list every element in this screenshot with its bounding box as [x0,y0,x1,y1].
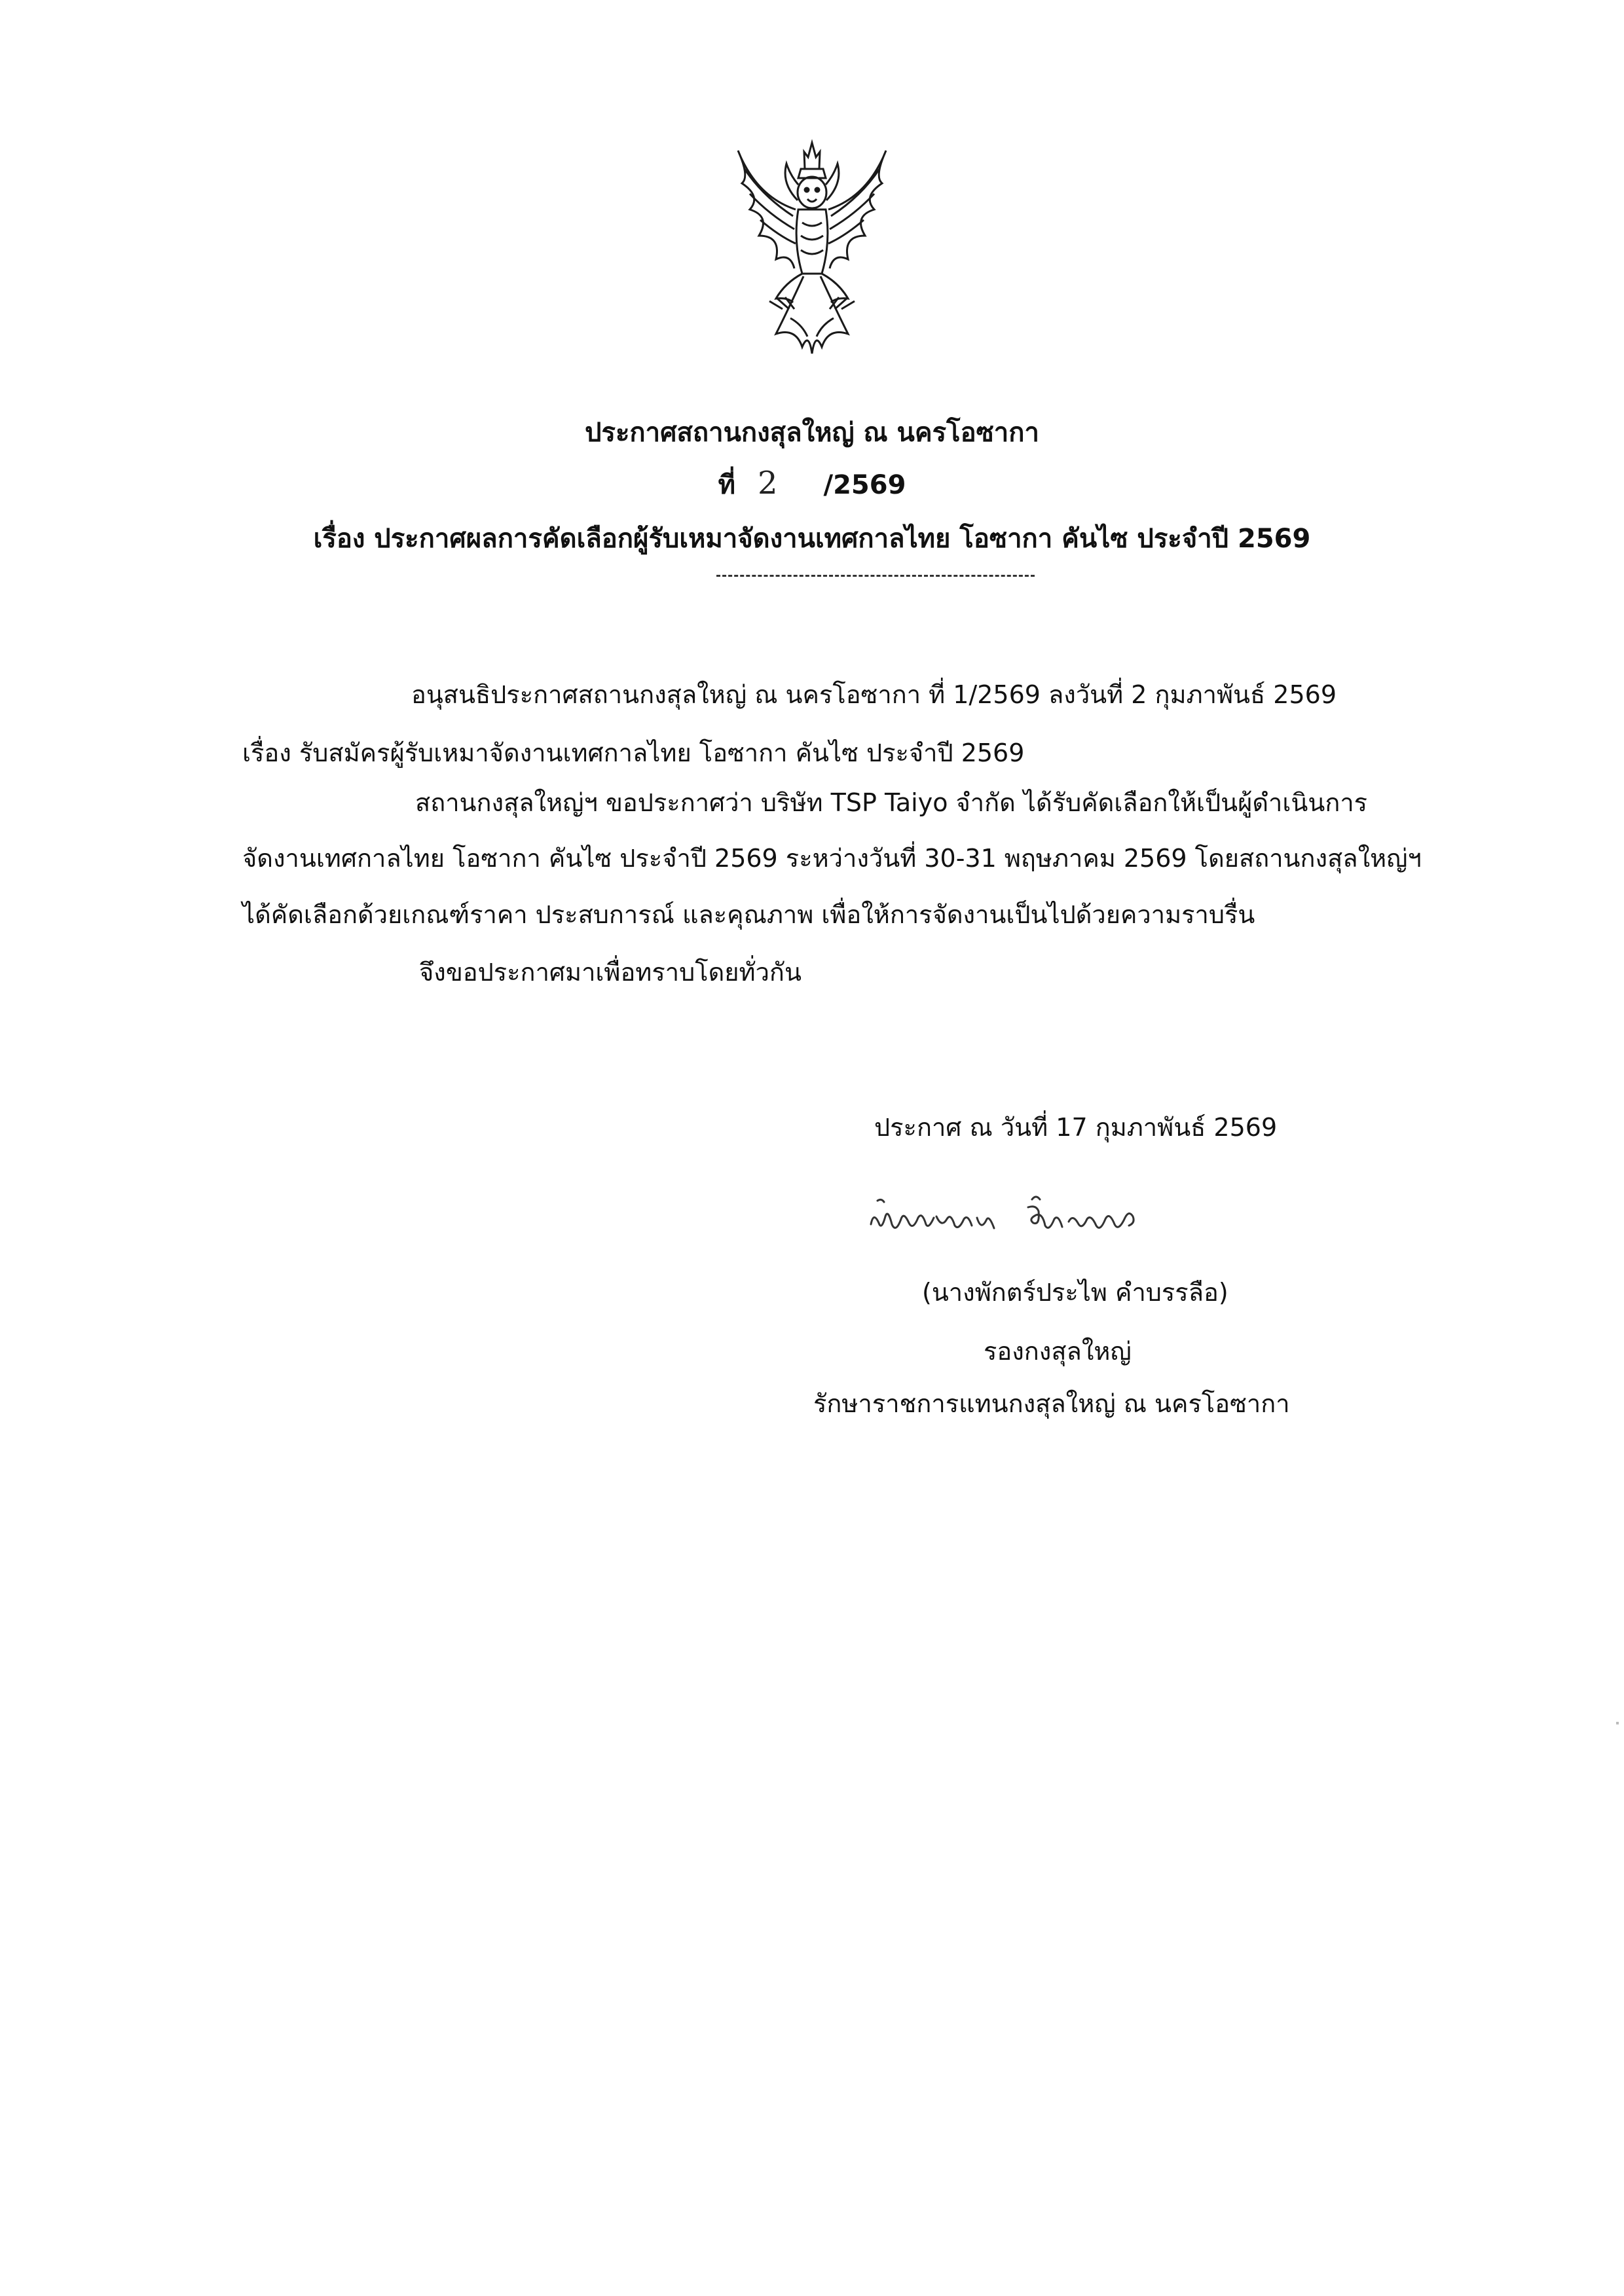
body-line: เรื่อง รับสมัครผู้รับเหมาจัดงานเทศกาลไทย โอซากา คันไซ ประจำปี 2569 [242,738,1025,767]
title-divider [716,575,1035,577]
signatory-name: (นางพักตร์ประไพ คำบรรลือ) [922,1278,1228,1307]
signatory-position: รองกงสุลใหญ่ [984,1337,1132,1366]
document-number [0,464,1624,505]
document-title: ประกาศสถานกงสุลใหญ่ ณ นครโอซากา [585,418,1039,448]
document-number-year: /2569 [823,470,906,500]
announcement-date: ประกาศ ณ วันที่ 17 กุมภาพันธ์ 2569 [874,1113,1278,1142]
body-line: จัดงานเทศกาลไทย โอซากา คันไซ ประจำปี 2569 ระหว่างวันที่ 30-31 พฤษภาคม 2569 โดยสถานกงสุลใหญ่ฯ [242,844,1422,873]
handwritten-signature [864,1185,1205,1257]
signatory-acting: รักษาราชการแทนกงสุลใหญ่ ณ นครโอซากา [813,1389,1290,1418]
body-line: จึงขอประกาศมาเพื่อทราบโดยทั่วกัน [419,958,802,987]
document-number-label: ที่ [718,470,735,500]
body-line: สถานกงสุลใหญ่ฯ ขอประกาศว่า บริษัท TSP Taiyo จำกัด ได้รับคัดเลือกให้เป็นผู้ดำเนินการ [415,788,1368,817]
document-subject: เรื่อง ประกาศผลการคัดเลือกผู้รับเหมาจัดงานเทศกาลไทย โอซากา คันไซ ประจำปี 2569 [313,524,1311,554]
body-line: อนุสนธิประกาศสถานกงสุลใหญ่ ณ นครโอซากา ที่ 1/2569 ลงวันที่ 2 กุมภาพันธ์ 2569 [411,680,1337,709]
document-number-handwritten: 2 [757,465,778,501]
body-line: ได้คัดเลือกด้วยเกณฑ์ราคา ประสบการณ์ และคุณภาพ เพื่อให้การจัดงานเป็นไปด้วยความราบรื่น [242,900,1255,929]
garuda-emblem-icon [730,137,894,360]
scan-speck [1616,1722,1619,1724]
